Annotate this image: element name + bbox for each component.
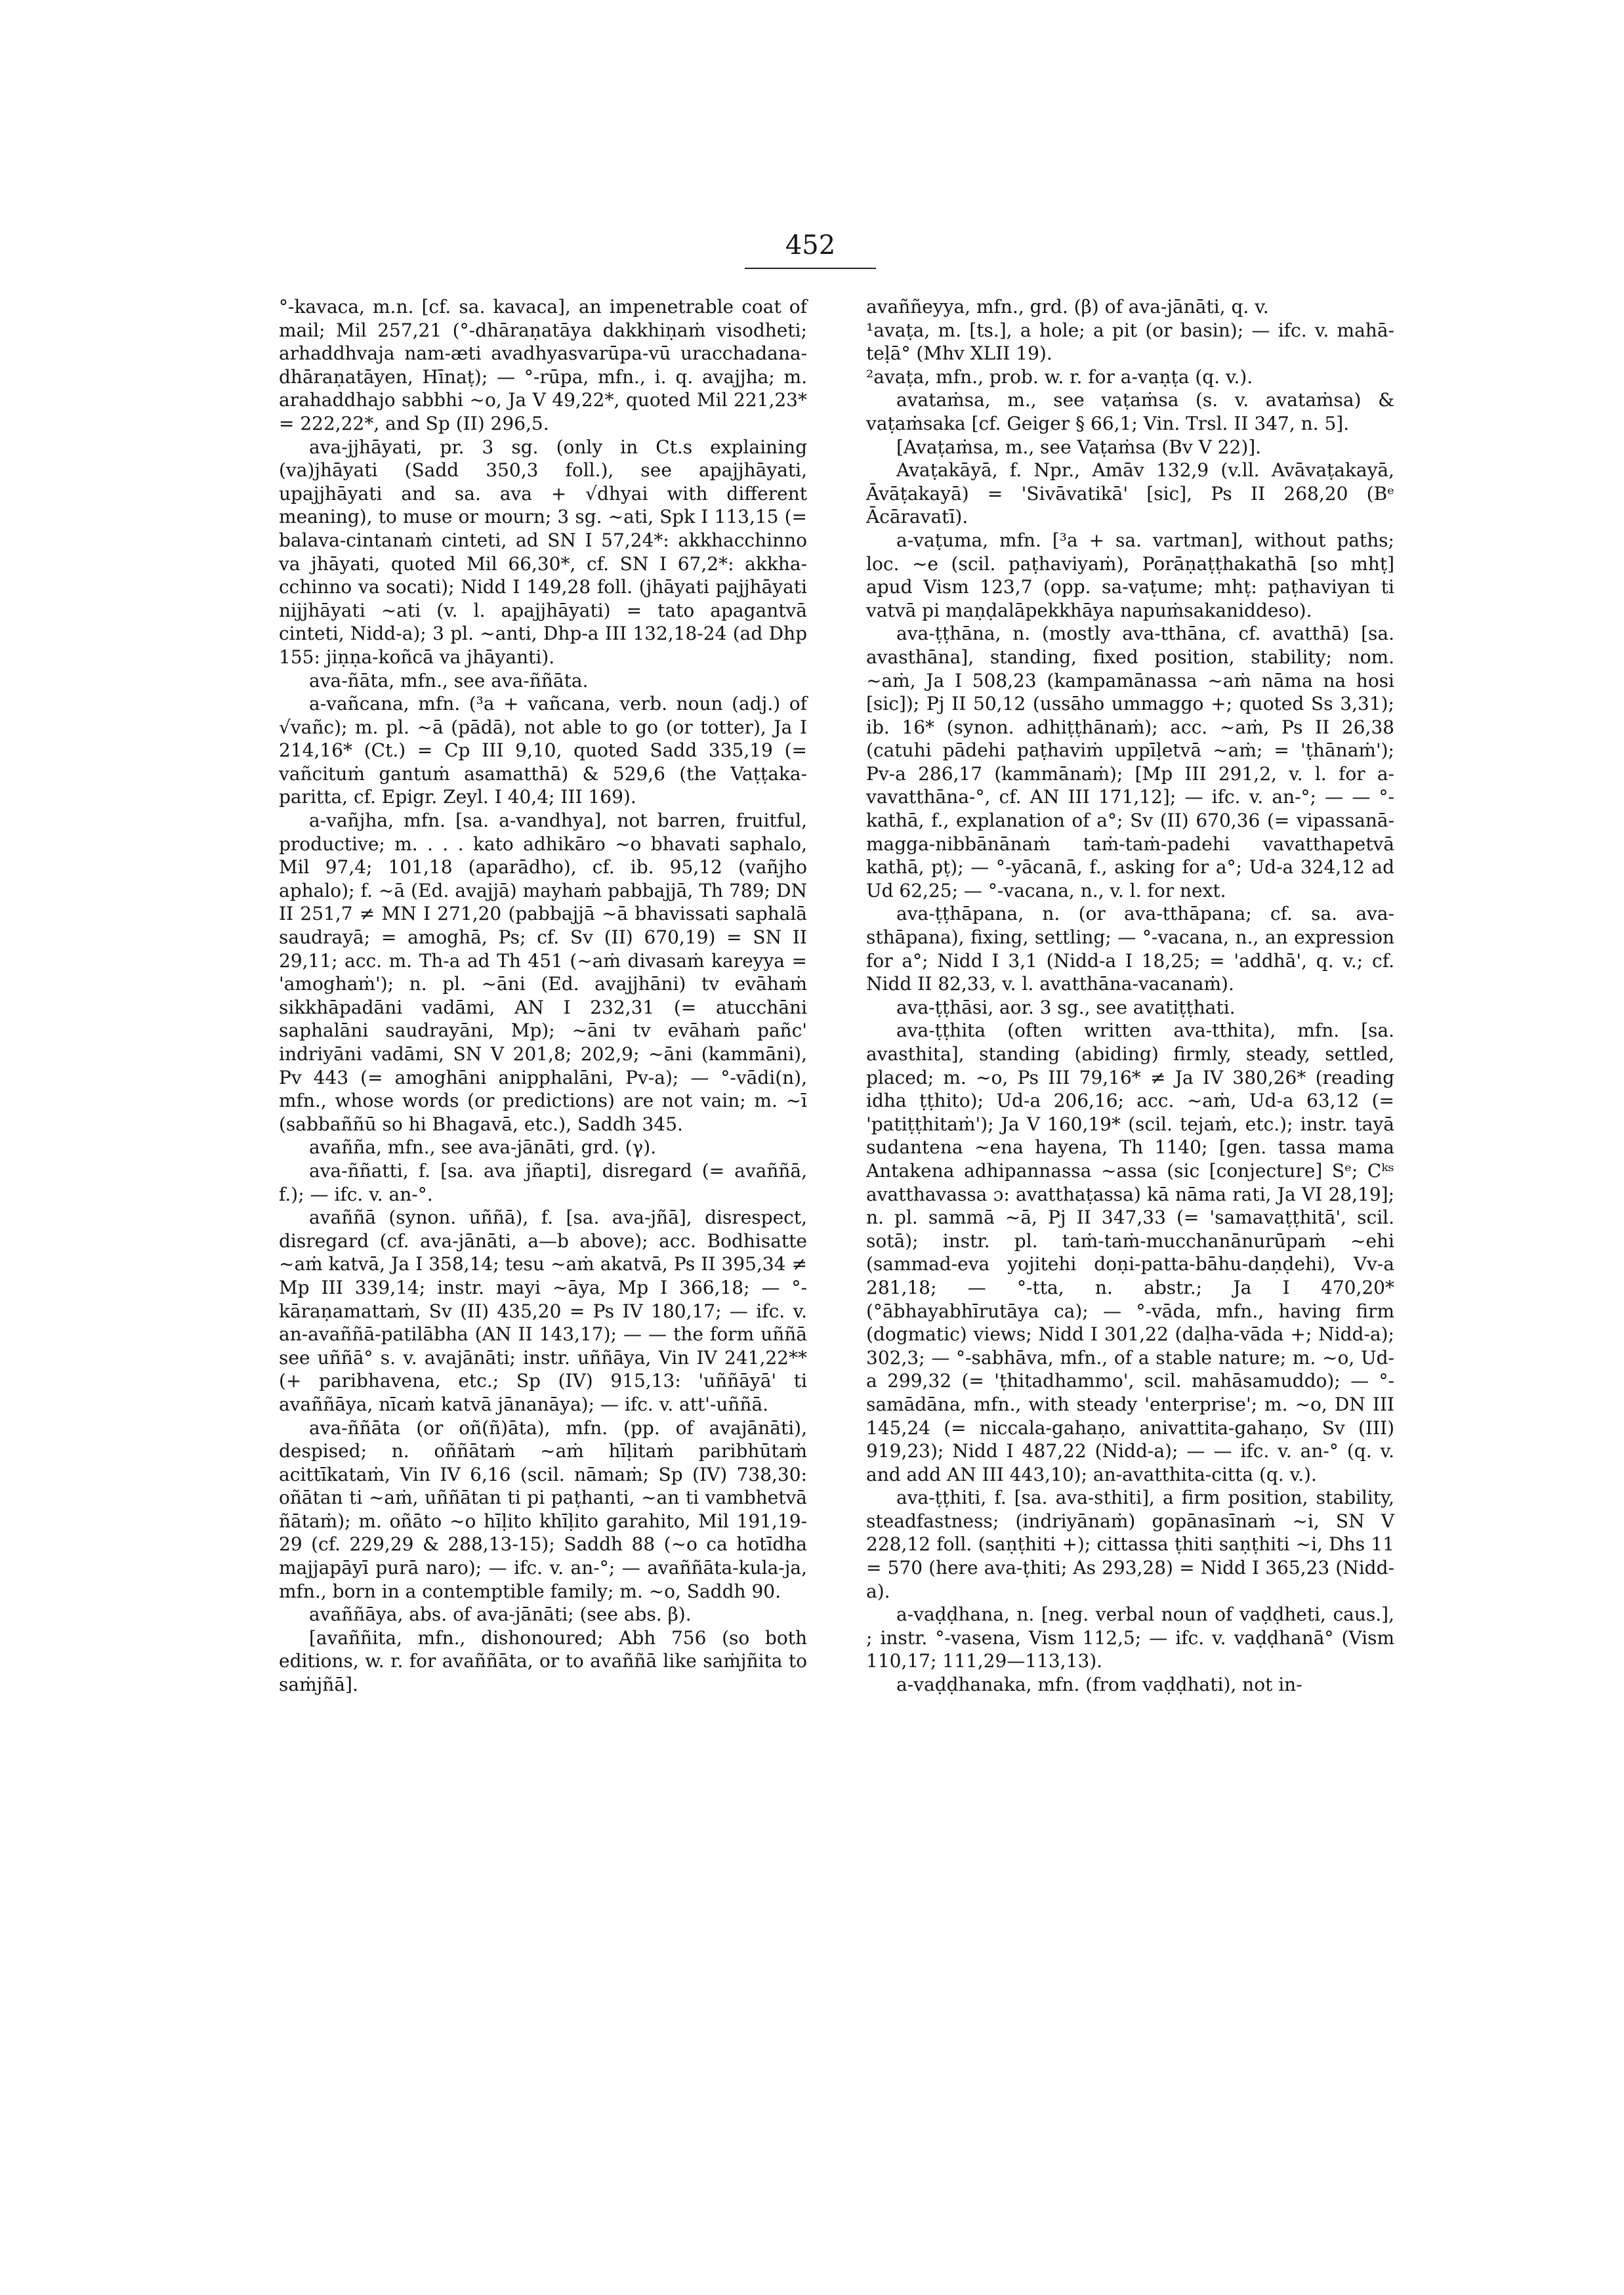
dictionary-entry: ava-jjhāyati, pr. 3 sg. (only in Ct.s explaining (va)jhāyati (Sadd 350,3 foll.), see apajjhāyati, upajjhāyati and sa. ava + √dhyai with different meaning), to muse or mourn; 3 sg. ~ati, Spk I 113,15 (= balava-cintanaṁ cinteti, ad SN I 57,24*: akkhacchinno va jhāyati, quoted Mil 66,30*, cf. SN I 67,2*: akkha-cchinno va socati); Nidd I 149,28 foll. (jhāyati pajjhāyati nijjhāyati ~ati (v. l. apajjhāyati) = tato apagantvā cinteti, Nidd-a); 3 pl. ~anti, Dhp-a III 132,18-24 (ad Dhp 155: jiṇṇa-koñcā va jhāyanti). (279, 436, 807, 668)
dictionary-entry: ²avaṭa, mfn., prob. w. r. for a-vaṇṭa (q. v.). (866, 365, 1253, 388)
dictionary-entry: ava-ṭṭhāsi, aor. 3 sg., see avatiṭṭhati. (896, 996, 1236, 1018)
dictionary-entry: °-kavaca, m.n. [cf. sa. kavaca], an impenetrable coat of mail; Mil 257,21 (°-dhāraṇatāya dakkhiṇaṁ visodheti; arhaddhvaja nam-æti avadhyasvarūpa-vū uracchadana-dhāraṇatāyen, Hīnaṭ); — °-rūpa, mfn., i. q. avajjha; m. arahaddhajo sabbhi ~o, Ja V 49,22*, quoted Mil 221,23* = 222,22*, and Sp (II) 296,5. (279, 296, 807, 434)
dictionary-entry: avañña, mfn., see ava-jānāti, grd. (γ). (309, 1136, 657, 1159)
dictionary-entry: a-vaḍḍhanaka, mfn. (from vaḍḍhati), not in- (896, 1674, 1302, 1696)
dictionary-entry: ava-ñāta, mfn., see ava-ññāta. (309, 669, 589, 692)
dictionary-entry: ava-ṭṭhāna, n. (mostly ava-tthāna, cf. avatthā) [sa. avasthāna], standing, fixed position, stability; nom. ~aṁ, Ja I 508,23 (kampamānassa ~aṁ nāma na hosi [sic]); Pj II 50,12 (ussāho ummaggo +; quoted Ss 3,31); ib. 16* (synon. adhiṭṭhānaṁ); acc. ~aṁ, Ps II 26,38 (catuhi pādehi paṭhaviṁ uppīḷetvā ~aṁ; = 'ṭhānaṁ'); Pv-a 286,17 (kammānaṁ); [Mp III 291,2, v. l. for a-vavatthāna-°, cf. AN III 171,12]; — ifc. v. an-°; — — °-kathā, f., explanation of a°; Sv (II) 670,36 (= vipassanā-magga-nibbānānaṁ taṁ-taṁ-padehi vavatthapetvā kathā, pṭ); — °-yācanā, f., asking for a°; Ud-a 324,12 ad Ud 62,25; — °-vacana, n., v. l. for next. (866, 623, 1394, 901)
dictionary-entry: ava-ññatti, f. [sa. ava jñapti], disregard (= avaññā, f.); — ifc. v. an-°. (279, 1159, 807, 1205)
dictionary-entry: a-vaṭuma, mfn. [³a + sa. vartman], without paths; loc. ~e (scil. paṭhaviyaṁ), Porāṇaṭṭhakathā [so mhṭ] apud Vism 123,7 (opp. sa-vaṭume; mhṭ: paṭhaviyan ti vatvā pi maṇḍalāpekkhāya napuṁsakaniddeso). (866, 529, 1394, 621)
page-number-rule (745, 268, 876, 269)
dictionary-entry: avaññeyya, mfn., grd. (β) of ava-jānāti, q. v. (866, 296, 1269, 318)
dictionary-entry: ava-ṭṭhiti, f. [sa. ava-sthiti], a firm position, stability, steadfastness; (indriyānaṁ) gopānasīnaṁ ~i, SN V 228,12 foll. (saṇṭhiti +); cittassa ṭhiti saṇṭhiti ~i, Dhs 11 = 570 (here ava-ṭhiti; As 293,28) = Nidd I 365,23 (Nidd-a). (866, 1487, 1394, 1602)
dictionary-entry: avataṁsa, m., see vaṭaṁsa (s. v. avataṁsa) & vaṭaṁsaka [cf. Geiger § 66,1; Vin. Trsl. II 347, n. 5]. (866, 389, 1394, 434)
dictionary-entry: avaññāya, abs. of ava-jānāti; (see abs. β). (309, 1603, 692, 1626)
dictionary-entry: a-vaḍḍhana, n. [neg. verbal noun of vaḍḍheti, caus.], ; instr. °-vasena, Vism 112,5; — ifc. v. vaḍḍhanā° (Vism 110,17; 111,29—113,13). (866, 1603, 1394, 1672)
right-column (866, 295, 1394, 1697)
dictionary-entry: a-vañjha, mfn. [sa. a-vandhya], not barren, fruitful, productive; m. . . . kato adhikāro ~o bhavati saphalo, Mil 97,4; 101,18 (aparādho), cf. ib. 95,12 (vañjho aphalo); f. ~ā (Ed. avajjā) mayhaṁ pabbajjā, Th 789; DN II 251,7 ≠ MN I 271,20 (pabbajjā ~ā bhavissati saphalā saudrayā; = amoghā, Ps; cf. Sv (II) 670,19) = SN II 29,11; acc. m. Th-a ad Th 451 (~aṁ divasaṁ kareyya = 'amoghaṁ'); n. pl. ~āni (Ed. avajjhāni) tv evāhaṁ sikkhāpadāni vadāmi, AN I 232,31 (= atucchāni saphalāni saudrayāni, Mp); ~āni tv evāhaṁ pañc' indriyāni vadāmi, SN V 201,8; 202,9; ~āni (kammāni), Pv 443 (= amoghāni anipphalāni, Pv-a); — °-vādi(n), mfn., whose words (or predictions) are not vain; m. ~ī (sabbaññū so hi Bhagavā, etc.), Saddh 345. (279, 810, 807, 1135)
dictionary-entry: Avaṭakāyā, f. Npr., Amāv 132,9 (v.ll. Avāvaṭakayā, Āvāṭakayā) = 'Sivāvatikā' [sic], Ps II 268,20 (Bᵉ Ācāravatī). (866, 459, 1394, 528)
dictionary-entry: ava-ṭṭhita (often written ava-tthita), mfn. [sa. avasthita], standing (abiding) firmly, steady, settled, placed; m. ~o, Ps III 79,16* ≠ Ja IV 380,26* (reading idha ṭṭhito); Ud-a 206,16; acc. ~aṁ, Ud-a 63,12 (= 'patiṭṭhitaṁ'); Ja V 160,19* (scil. tejaṁ, etc.); instr. tayā sudantena ~ena hayena, Th 1140; [gen. tassa mama Antakena adhipannassa ~assa (sic [conjecture] Sᵉ; Cᵏˢ avatthavassa ɔ: avatthaṭassa) kā nāma rati, Ja VI 28,19]; n. pl. sammā ~ā, Pj II 347,33 (= 'samavaṭṭhitā', scil. sotā); instr. pl. taṁ-taṁ-mucchanānurūpaṁ ~ehi (sammad-eva yojitehi doṇi-patta-bāhu-daṇḍehi), Vv-a 281,18; — °-tta, n. abstr.; Ja I 470,20* (°ābhayabhīrutāya ca); — °-vāda, mfn., having firm (dogmatic) views; Nidd I 301,22 (daḷha-vāda +; Nidd-a); 302,3; — °-sabhāva, mfn., of a stable nature; m. ~o, Ud-a 299,32 (= 'ṭhitadhammo', scil. mahāsamuddo); — °-samādāna, mfn., with steady 'enterprise'; m. ~o, DN III 145,24 (= niccala-gahaṇo, anivattita-gahaṇo, Sv (III) 919,23); Nidd I 487,22 (Nidd-a); — — ifc. v. an-° (q. v. and add AN III 443,10); an-avatthita-citta (q. v.). (866, 1020, 1394, 1485)
dictionary-entry: ava-ṭṭhāpana, n. (or ava-tthāpana; cf. sa. ava-sthāpana), fixing, settling; — °-vacana, n., an expression for a°; Nidd I 3,1 (Nidd-a I 18,25; = 'addhā', q. v.; cf. Nidd II 82,33, v. l. avatthāna-vacanaṁ). (866, 903, 1394, 995)
dictionary-entry: [avaññita, mfn., dishonoured; Abh 756 (so both editions, w. r. for avaññāta, or to avaññā like saṁjñita to saṁjñā]. (279, 1626, 807, 1696)
dictionary-entry: a-vañcana, mfn. (³a + vañcana, verb. noun (adj.) of √vañc); m. pl. ~ā (pādā), not able to go (or totter), Ja I 214,16* (Ct.) = Cp III 9,10, quoted Sadd 335,19 (= vañcituṁ gantuṁ asamatthā) & 529,6 (the Vaṭṭaka-paritta, cf. Epigr. Zeyl. I 40,4; III 169). (279, 693, 807, 808)
dictionary-entry: ava-ññāta (or oñ(ñ)āta), mfn. (pp. of avajānāti), despised; n. oññātaṁ ~aṁ hīḷitaṁ paribhūtaṁ acittīkataṁ, Vin IV 6,16 (scil. nāmaṁ; Sp (IV) 738,30: oñātan ti ~aṁ, uññātan ti pi paṭhanti, ~an ti vambhetvā ñātaṁ); m. oñāto ~o hīḷito khīḷito garahito, Mil 191,19-29 (cf. 229,29 & 288,13-15); Saddh 88 (~o ca hotīdha majjapāyī purā naro); — ifc. v. an-°; — avaññāta-kula-ja, mfn., born in a contemptible family; m. ~o, Saddh 90. (279, 1416, 807, 1602)
left-column (279, 295, 807, 1697)
dictionary-entry: [Avaṭaṁsa, m., see Vaṭaṁsa (Bv V 22)]. (896, 436, 1262, 458)
dictionary-entry: ¹avaṭa, m. [ts.], a hole; a pit (or basin); — ifc. v. mahā-teḷā° (Mhv XLII 19). (866, 319, 1394, 365)
page-number: 452 (785, 230, 836, 260)
dictionary-entry: avaññā (synon. uññā), f. [sa. ava-jñā], disrespect, disregard (cf. ava-jānāti, a—b above); acc. Bodhisatte ~aṁ katvā, Ja I 358,14; tesu ~aṁ akatvā, Ps II 395,34 ≠ Mp III 339,14; instr. mayi ~āya, Mp I 366,18; — °-kāraṇamattaṁ, Sv (II) 435,20 = Ps IV 180,17; — ifc. v. an-avaññā-patilābha (AN II 143,17); — — the form uññā see uññā° s. v. avajānāti; instr. uññāya, Vin IV 241,22** (+ paribhavena, etc.; Sp (IV) 915,13: 'uññāyā' ti avaññāya, nīcaṁ katvā jānanāya); — ifc. v. att'-uññā. (279, 1207, 807, 1415)
